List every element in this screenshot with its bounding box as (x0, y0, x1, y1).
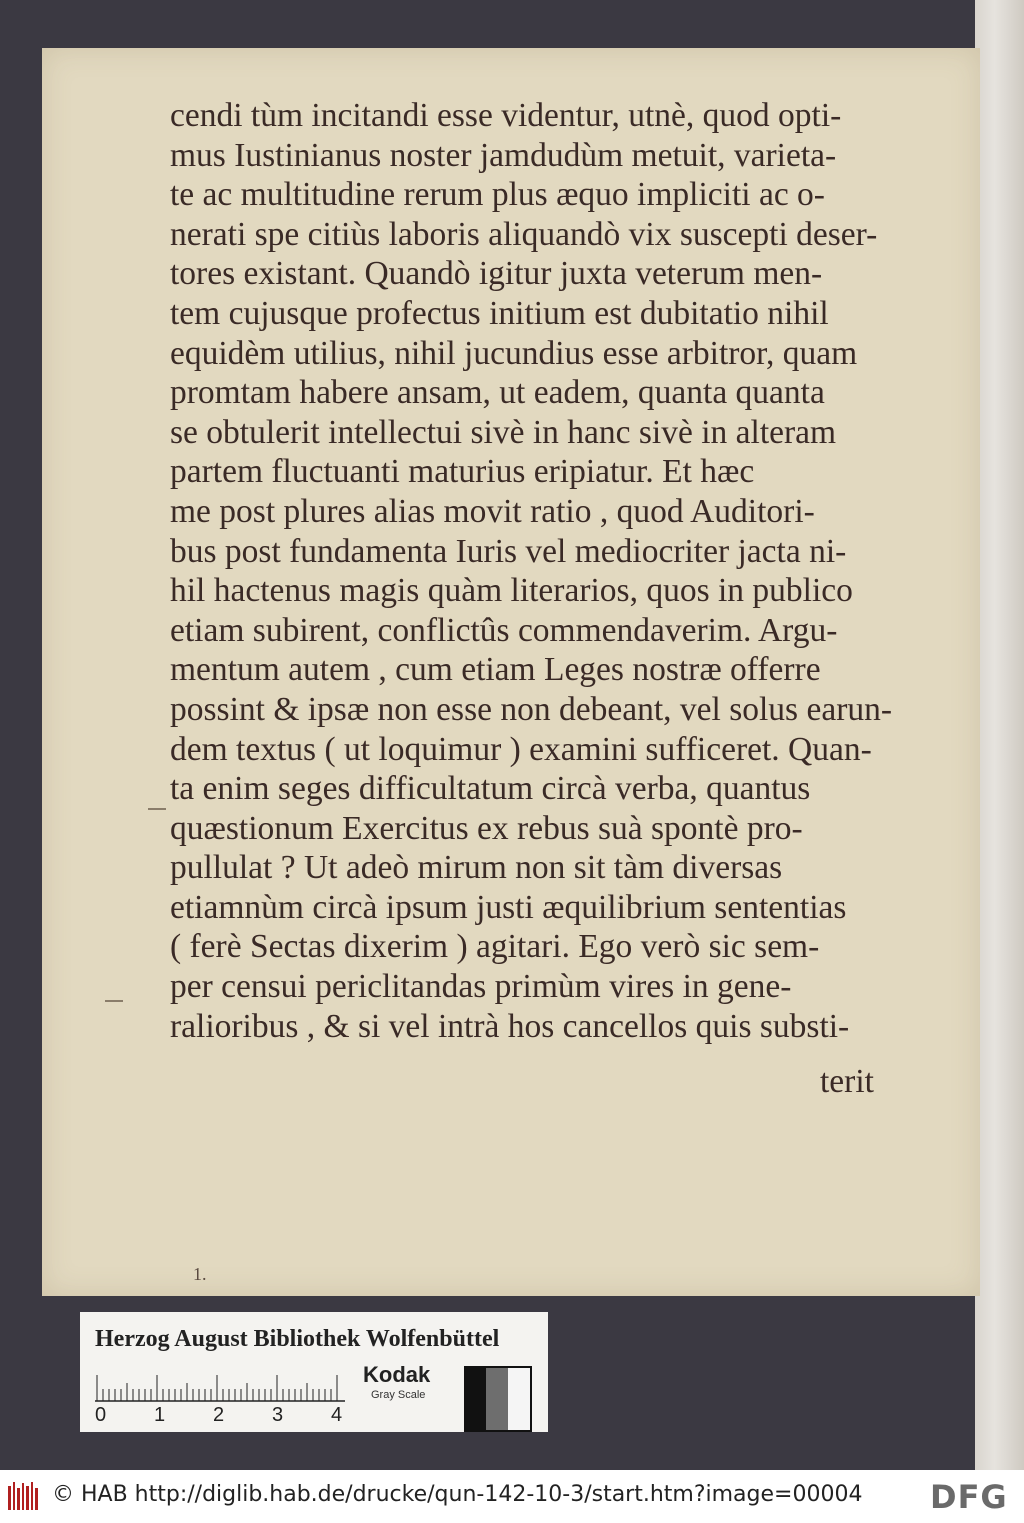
text-line: etiam subirent, conflictûs commendaverim. Argu- (170, 611, 838, 649)
text-line: tores existant. Quandò igitur juxta veterum men- (170, 255, 823, 293)
ruler-number: 0 (95, 1404, 107, 1426)
text-line: se obtulerit intellectui sivè in hanc sivè in alteram (170, 413, 837, 451)
margin-mark (105, 1000, 123, 1002)
text-line: nerati spe citiùs laboris aliquandò vix suscepti deser- (170, 215, 878, 253)
text-line: te ac multitudine rerum plus æquo impliciti ac o- (170, 176, 825, 214)
text-line: cendi tùm incitandi esse videntur, utnè, quod opti- (170, 97, 842, 134)
margin-mark (148, 808, 166, 810)
text-line: bus post fundamenta Iuris vel mediocriter jacta ni- (170, 532, 847, 570)
facing-page-edge (975, 0, 1024, 1470)
ruler-number: 3 (272, 1404, 284, 1426)
text-line: partem fluctuanti maturius eripiatur. Et hæc (170, 453, 755, 491)
text-line: pullulat ? Ut adeò mirum non sit tàm diversas (170, 849, 783, 887)
page-mark: 1. (193, 1264, 207, 1284)
text-line: equidèm utilius, nihil jucundius esse arbitror, quam (170, 334, 858, 372)
page-text (170, 96, 915, 1046)
text-line: ralioribus , & si vel intrà hos cancellos quis substi- (170, 1007, 850, 1045)
gray-scale-label: Gray Scale (371, 1389, 426, 1401)
ruler-number: 1 (154, 1404, 166, 1426)
text-line: tem cujusque profectus initium est dubitatio nihil (170, 294, 829, 332)
text-line: ta enim seges difficultatum circà verba, quantus (170, 770, 811, 808)
library-name: Herzog August Bibliothek Wolfenbüttel (95, 1326, 500, 1352)
dfg-logo: DFG (930, 1478, 1008, 1516)
catchword: terit (820, 1063, 874, 1100)
ruler-number: 4 (331, 1404, 343, 1426)
source-url[interactable]: © HAB http://diglib.hab.de/drucke/qun-142-10-3/start.htm?image=00004 (52, 1482, 863, 1507)
text-line: mentum autem , cum etiam Leges nostræ offerre (170, 651, 821, 689)
ruler-scale (95, 1372, 345, 1402)
text-line: per censui periclitandas primùm vires in gene- (170, 968, 792, 1006)
text-line: possint & ipsæ non esse non debeant, vel solus earun- (170, 690, 893, 728)
ruler-numbers (95, 1404, 365, 1432)
text-line: quæstionum Exercitus ex rebus suà spontè pro- (170, 809, 803, 847)
gray-swatches (464, 1366, 532, 1432)
ruler-number: 2 (213, 1404, 225, 1426)
text-line: etiamnùm circà ipsum justi æquilibrium sententias (170, 888, 847, 926)
text-line: dem textus ( ut loquimur ) examini sufficeret. Quan- (170, 730, 872, 768)
text-line: mus Iustinianus noster jamdudùm metuit, varieta- (170, 136, 837, 174)
text-line: me post plures alias movit ratio , quod Auditori- (170, 492, 815, 530)
text-line: hil hactenus magis quàm literarios, quos in publico (170, 572, 853, 610)
barcode-icon (6, 1480, 42, 1514)
footer-bar (0, 1470, 1024, 1523)
kodak-logo: Kodak (363, 1362, 431, 1387)
text-line: ( ferè Sectas dixerim ) agitari. Ego verò sic sem- (170, 928, 820, 966)
text-line: promtam habere ansam, ut eadem, quanta quanta (170, 374, 825, 412)
